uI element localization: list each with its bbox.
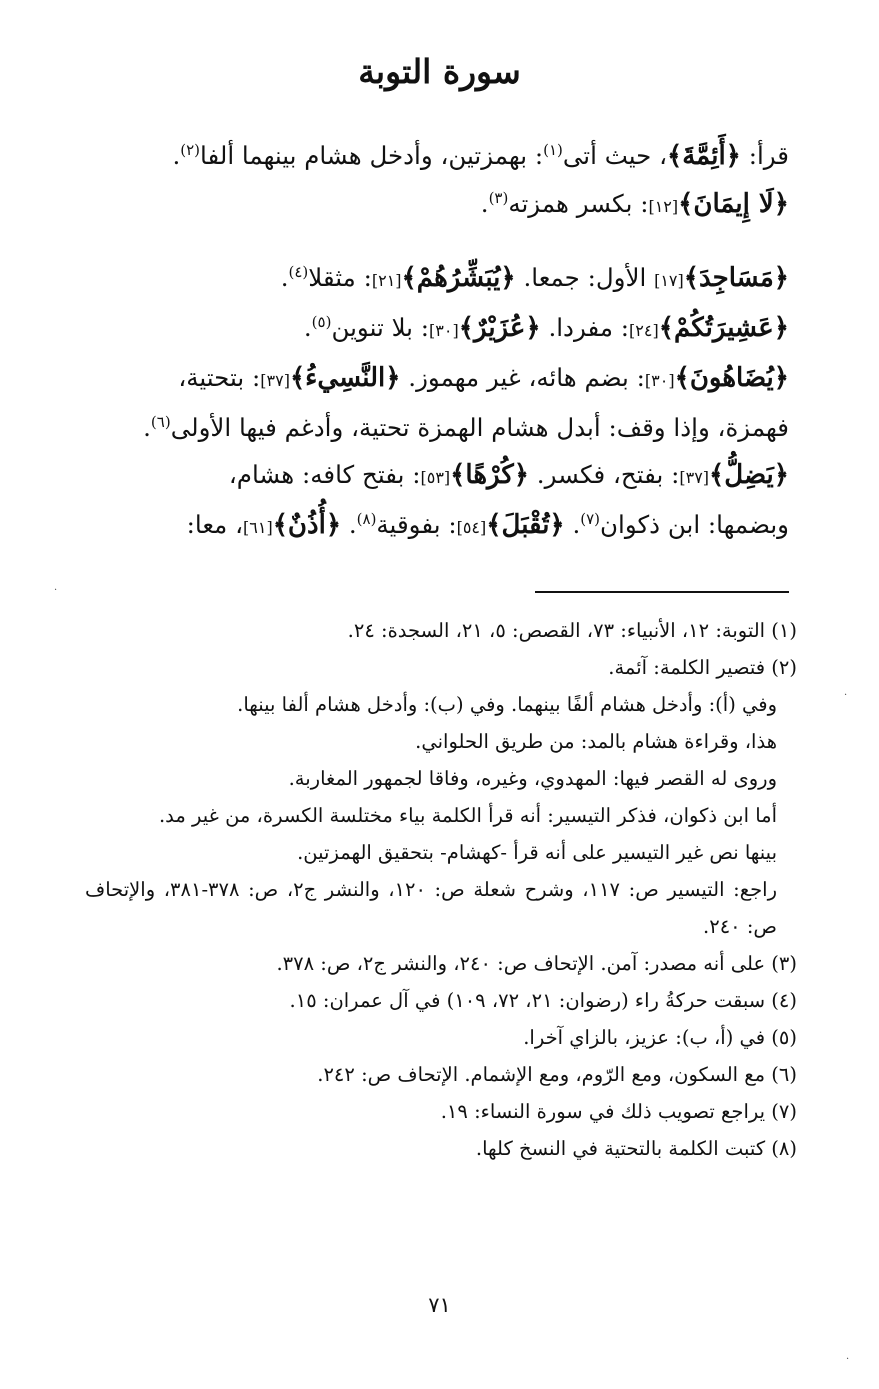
footnote-ref: (٦) xyxy=(150,412,171,431)
main-text xyxy=(89,132,789,551)
quran-word: ﴿النَّسِيءُ﴾ xyxy=(289,363,401,393)
verse-number: [٣٠] xyxy=(644,371,675,390)
footnote-continuation: وفي (أ): وأدخل هشام ألفًا بينهما. وفي (ب): وأدخل هشام ألفا بينها. xyxy=(237,693,777,716)
footnote: (٣) على أنه مصدر: آمن. الإتحاف ص: ٢٤٠، والنشر ج٢، ص: ٣٧٨. xyxy=(276,952,797,975)
verse-number: [٦١] xyxy=(243,518,273,537)
verse-number: [٥٤] xyxy=(456,518,487,537)
quran-word: ﴿تُقْبَلَ﴾ xyxy=(486,510,565,540)
footnote-continuation: راجع: التيسير ص: ١١٧، وشرح شعلة ص: ١٢٠، والنشر ج٢، ص: ٣٧٨-٣٨١، والإتحاف ص: ٢٤٠. xyxy=(85,878,777,938)
footnote: (٦) مع السكون، ومع الرّوم، ومع الإشمام. الإتحاف ص: ٢٤٢. xyxy=(317,1063,797,1086)
footnote: (٢) فتصير الكلمة: آئمة. xyxy=(608,656,797,679)
footnote-ref: (٥) xyxy=(311,312,332,331)
footnote-ref: (٤) xyxy=(288,262,309,281)
footnote: (٥) في (أ، ب): عزيز، بالزاي آخرا. xyxy=(523,1026,797,1049)
quran-word: ﴿أُذُنٌ﴾ xyxy=(272,510,342,540)
text-line-6: فهمزة، وإذا وقف: أبدل هشام الهمزة تحتية، وأدغم فيها الأولى$^{(٦)}$. xyxy=(143,412,789,442)
footnote-ref: (٣) xyxy=(488,188,509,207)
text-block-2 xyxy=(89,254,789,551)
footnote: (١) التوبة: ١٢، الأنبياء: ٧٣، القصص: ٥، ٢١، السجدة: ٢٤. xyxy=(347,619,797,642)
verse-number: [٣٧] xyxy=(260,371,290,390)
verse-number: [٥٣] xyxy=(420,468,451,487)
page-number: ٧١ xyxy=(428,1293,451,1317)
verse-number: [٢١] xyxy=(371,271,402,290)
footnote-continuation: بينها نص غير التيسير على أنه قرأ -كهشام- بتحقيق الهمزتين. xyxy=(297,841,777,864)
quran-word: ﴿لَا إِيمَانَ﴾ xyxy=(678,189,789,219)
footnote-separator xyxy=(535,591,789,593)
footnote-ref: (١) xyxy=(543,140,563,159)
quran-word: ﴿عَشِيرَتُكُمْ﴾ xyxy=(658,313,789,343)
footnote: (٨) كتبت الكلمة بالتحتية في النسخ كلها. xyxy=(475,1137,797,1160)
quran-word: ﴿كُرْهًا﴾ xyxy=(450,460,529,490)
quran-word: ﴿مَسَاجِدَ﴾ xyxy=(683,263,789,293)
quran-word: ﴿يَضِلُّ﴾ xyxy=(709,460,789,490)
quran-word: ﴿يُضَاهُونَ﴾ xyxy=(674,363,789,393)
quran-word: ﴿يُبَشِّرُهُمْ﴾ xyxy=(401,263,516,293)
text-line-8: وبضمها: ابن ذكوان$^{(٧)}$. ﴿تُقْبَلَ﴾[٥٤]: بفوقية$^{(٨)}$. ﴿أُذُنٌ﴾[٦١]، معا: xyxy=(186,509,789,540)
footnote-ref: (٧) xyxy=(580,509,601,528)
footnotes xyxy=(85,612,797,1167)
quran-word: ﴿أَئِمَّةَ﴾ xyxy=(667,141,741,171)
verse-number: [٢٤] xyxy=(629,321,659,340)
text-line-4: ﴿عَشِيرَتُكُمْ﴾[٢٤]: مفردا. ﴿عُزَيْرٌ﴾[٣٠]: بلا تنوين$^{(٥)}$. xyxy=(303,312,789,343)
quran-word: ﴿عُزَيْرٌ﴾ xyxy=(458,313,541,343)
verse-number: [١٢] xyxy=(648,197,679,216)
footnote-continuation: أما ابن ذكوان، فذكر التيسير: أنه قرأ الكلمة بياء مختلسة الكسرة، من غير مد. xyxy=(158,804,777,827)
text-line-3: ﴿مَسَاجِدَ﴾[١٧] الأول: جمعا. ﴿يُبَشِّرُهُمْ﴾[٢١]: مثقلا$^{(٤)}$. xyxy=(280,262,789,293)
footnote: (٧) يراجع تصويب ذلك في سورة النساء: ١٩. xyxy=(440,1100,797,1123)
verse-number: [٣٧] xyxy=(679,468,710,487)
footnote: (٤) سبقت حركةُ راء (رضوان: ٢١، ٧٢، ١٠٩) في آل عمران: ١٥. xyxy=(289,989,797,1012)
text-line-7: ﴿يَضِلُّ﴾[٣٧]: بفتح، فكسر. ﴿كُرْهًا﴾[٥٣]: بفتح كافه: هشام، xyxy=(228,460,789,490)
footnote-ref: (٢) xyxy=(180,140,201,159)
footnote-ref: (٨) xyxy=(356,509,377,528)
footnote-continuation: وروى له القصر فيها: المهدوي، وغيره، وفاقا لجمهور المغاربة. xyxy=(288,767,777,790)
page-title: سورة التوبة xyxy=(358,52,521,91)
text-line-5: ﴿يُضَاهُونَ﴾[٣٠]: بضم هائه، غير مهموز. ﴿النَّسِيءُ﴾[٣٧]: بتحتية، xyxy=(178,363,789,393)
scan-speck: · xyxy=(844,690,848,701)
scan-speck: · xyxy=(846,1354,850,1365)
text-line-1: قرأ: ﴿أَئِمَّةَ﴾، حيث أتى$^{(١)}$: بهمزتين، وأدخل هشام بينهما ألفا$^{(٢)}$. xyxy=(172,140,789,171)
verse-number: [٣٠] xyxy=(429,321,459,340)
footnote-continuation: هذا، وقراءة هشام بالمد: من طريق الحلواني. xyxy=(415,730,777,753)
verse-number: [١٧] xyxy=(654,271,684,290)
text-line-2: ﴿لَا إِيمَانَ﴾[١٢]: بكسر همزته$^{(٣)}$. xyxy=(480,188,789,219)
scan-speck: · xyxy=(54,585,58,596)
